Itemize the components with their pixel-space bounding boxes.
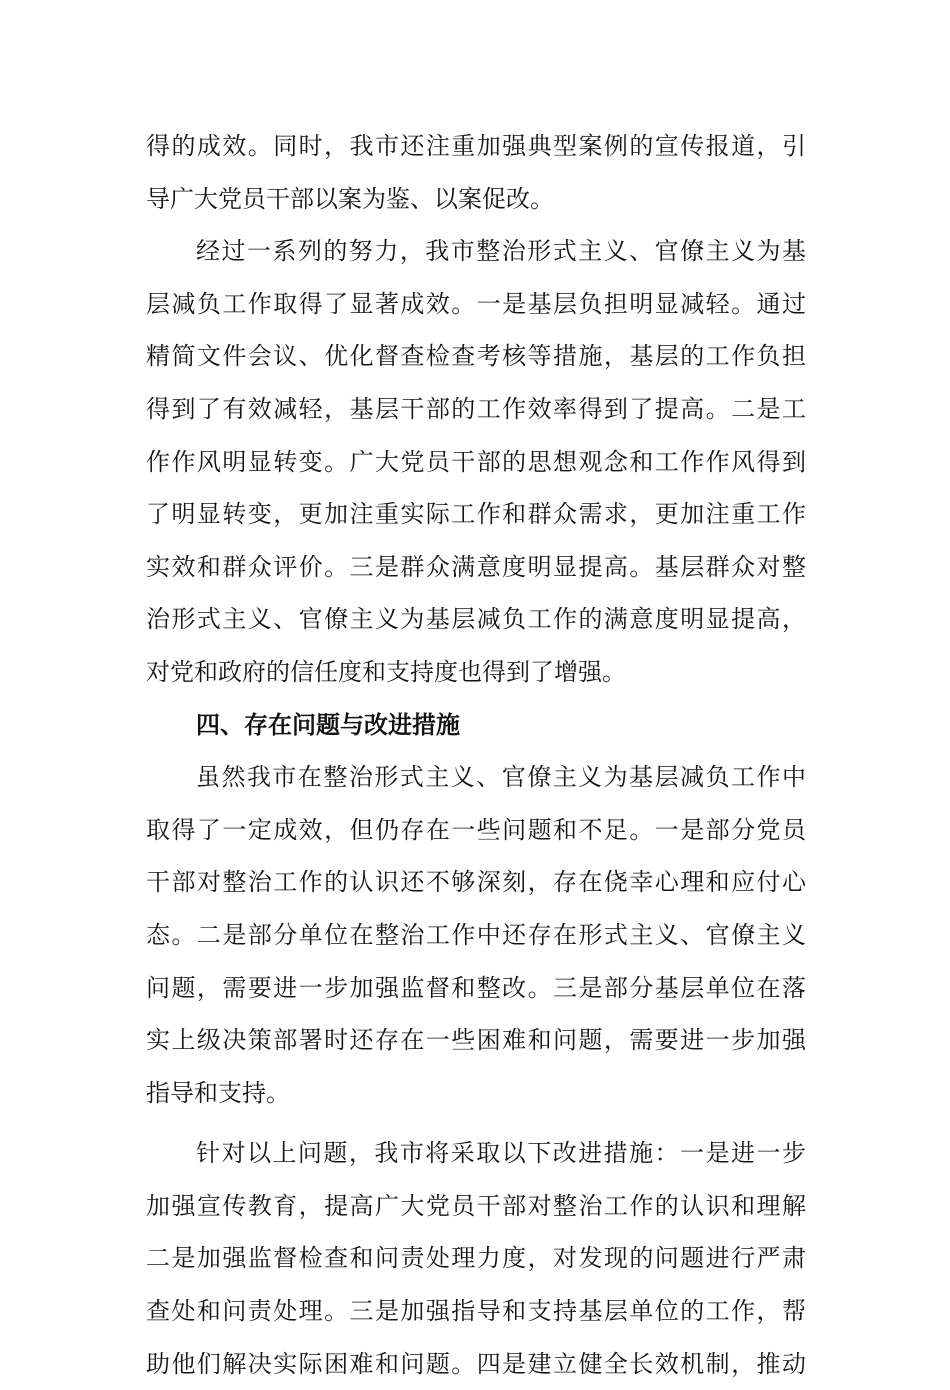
text-line: 经过一系列的努力，我市整治形式主义、官僚主义为基 [196, 237, 806, 266]
text-line: 导广大党员干部以案为鉴、以案促改。 [146, 184, 554, 213]
text-line: 虽然我市在整治形式主义、官僚主义为基层减负工作中 [196, 763, 806, 792]
paragraph-spacer [146, 1119, 806, 1127]
text-line: 对党和政府的信任度和支持度也得到了增强。 [146, 657, 626, 686]
text-line: 查处和问责处理。三是加强指导和支持基层单位的工作，帮 [146, 1297, 806, 1326]
text-line: 二是加强监督检查和问责处理力度，对发现的问题进行严肃 [146, 1244, 806, 1273]
text-line: 治形式主义、官僚主义为基层减负工作的满意度明显提高， [146, 605, 806, 634]
paragraph-4 [146, 1127, 806, 1390]
document-body [146, 120, 806, 1390]
text-line: 了明显转变，更加注重实际工作和群众需求，更加注重工作 [146, 500, 806, 529]
paragraph-2 [146, 225, 806, 698]
text-line: 态。二是部分单位在整治工作中还存在形式主义、官僚主义 [146, 920, 806, 949]
text-line: 针对以上问题，我市将采取以下改进措施：一是进一步 [196, 1139, 806, 1168]
text-line: 问题，需要进一步加强监督和整改。三是部分基层单位在落 [146, 973, 806, 1002]
text-line: 干部对整治工作的认识还不够深刻，存在侥幸心理和应付心 [146, 868, 806, 897]
text-line: 指导和支持。 [146, 1078, 290, 1107]
paragraph-3 [146, 751, 806, 1119]
text-line: 得到了有效减轻，基层干部的工作效率得到了提高。二是工 [146, 394, 806, 423]
text-line: 加强宣传教育，提高广大党员干部对整治工作的认识和理解 [146, 1191, 806, 1220]
section-heading: 四、存在问题与改进措施 [196, 710, 460, 739]
text-line: 实效和群众评价。三是群众满意度明显提高。基层群众对整 [146, 552, 806, 581]
text-line: 实上级决策部署时还存在一些困难和问题，需要进一步加强 [146, 1026, 806, 1055]
text-line: 得的成效。同时，我市还注重加强典型案例的宣传报道，引 [146, 132, 806, 160]
text-line: 取得了一定成效，但仍存在一些问题和不足。一是部分党员 [146, 815, 806, 844]
text-line: 精简文件会议、优化督查检查考核等措施，基层的工作负担 [146, 342, 806, 371]
paragraph-1 [146, 120, 806, 225]
text-line: 作作风明显转变。广大党员干部的思想观念和工作作风得到 [146, 447, 806, 476]
text-line: 层减负工作取得了显著成效。一是基层负担明显减轻。通过 [146, 289, 806, 318]
text-line: 助他们解决实际困难和问题。四是建立健全长效机制，推动 [146, 1349, 806, 1378]
